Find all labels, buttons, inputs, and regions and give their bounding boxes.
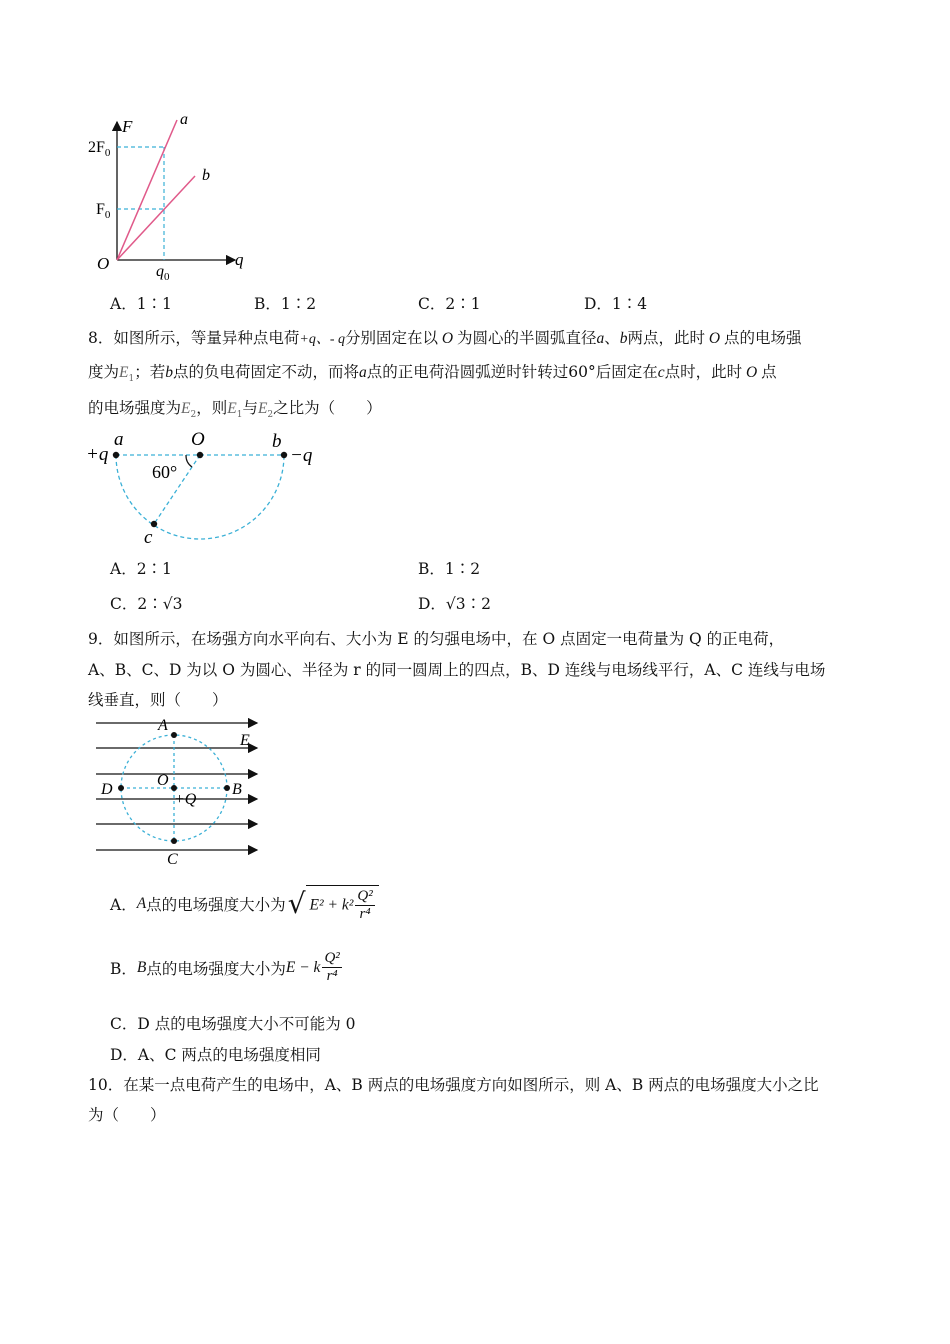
q9-option-c[interactable]: C．D 点的电场强度大小不可能为 0 (110, 1015, 356, 1033)
q9-stem-line1: 9．如图所示，在场强方向水平向右、大小为 E 的匀强电场中，在 O 点固定一电荷量为 Q 的正电荷， (88, 630, 785, 648)
q7-option-c[interactable]: C．2∶1 (418, 295, 481, 313)
q8-point-b (281, 452, 287, 458)
q7-line-b (117, 176, 195, 260)
q9-label-b: B (232, 781, 242, 798)
q9-label-o: O (157, 772, 169, 789)
q10-stem-line2: 为（ ） (88, 1106, 166, 1124)
q9-label-c: C (167, 851, 178, 868)
q8-semicircle-figure (82, 425, 332, 550)
q9-option-b[interactable]: B． B 点的电场强度大小为 E − k $\frac{\text{Q²}}{\text{r⁴}}$ (110, 950, 340, 984)
q7-origin-label: O (97, 254, 110, 273)
q8-label-plus-q: +q (86, 444, 109, 465)
q7-y-axis-label: F (122, 117, 133, 136)
q8-stem-line2: 度为$E_1$；若b点的负电荷固定不动，而将a点的正电荷沿圆弧逆时针转过60°后固定在c点时，此时 O 点 (88, 363, 777, 385)
q9-label-e: E (240, 732, 250, 749)
q9-stem-line3: 线垂直，则（ ） (88, 691, 228, 709)
q8-label-o: O (191, 429, 205, 450)
q9-label-a: A (158, 717, 168, 734)
q9-option-a-formula: E² + k² $\frac{\text{Q²}}{\text{r⁴}}$ (306, 885, 379, 923)
q8-label-b: b (272, 431, 282, 452)
q9-point-b (224, 785, 230, 791)
q9-stem-line2: A、B、C、D 为以 O 为圆心、半径为 r 的同一圆周上的四点，B、D 连线与电场线平行，A、C 连线与电场 (88, 661, 826, 679)
q9-option-d[interactable]: D．A、C 两点的电场强度相同 (110, 1046, 321, 1064)
q7-force-charge-graph (80, 110, 270, 285)
q8-option-b[interactable]: B．1∶2 (418, 560, 481, 578)
q9-point-a (171, 732, 177, 738)
q7-tick-q0: $q_0$ (156, 263, 170, 283)
q8-option-d[interactable]: D．√3∶2 (418, 595, 492, 613)
q8-label-a: a (114, 429, 124, 450)
q8-point-a (113, 452, 119, 458)
q8-label-minus-q: −q (290, 445, 313, 466)
q8-label-c: c (144, 527, 153, 548)
q7-line-a (117, 120, 177, 260)
q9-option-b-formula: E − k (285, 958, 321, 976)
q8-option-c[interactable]: C．2∶√3 (110, 595, 183, 613)
q8-point-o (197, 452, 203, 458)
q7-tick-f0: $F_0$ (96, 201, 111, 221)
q7-line-a-label: a (180, 111, 188, 128)
q10-stem-line1: 10．在某一点电荷产生的电场中，A、B 两点的电场强度方向如图所示，则 A、B 两点的电场强度大小之比 (88, 1076, 819, 1094)
q8-angle-arc (186, 455, 192, 467)
q9-field-figure (90, 712, 270, 872)
q8-semicircle-arc (116, 455, 284, 539)
q8-option-a[interactable]: A．2∶1 (110, 560, 172, 578)
q7-option-b[interactable]: B．1∶2 (254, 295, 317, 313)
q9-point-d (118, 785, 124, 791)
q7-option-d[interactable]: D．1∶4 (584, 295, 648, 313)
q9-option-a[interactable]: A． A 点的电场强度大小为 √ E² + k² $\frac{\text{Q²}}{\text{r⁴}}$ (110, 884, 379, 924)
q8-stem-line1: 8．如图所示，等量异种点电荷+q、- q分别固定在以 O 为圆心的半圆弧直径a、b两点，此时 O 点的电场强 (88, 329, 802, 347)
q7-option-a[interactable]: A．1∶1 (110, 295, 172, 313)
q9-label-plus-q: +Q (174, 791, 197, 808)
q7-tick-2f0: $2F_0$ (88, 139, 111, 159)
q9-label-d: D (101, 781, 113, 798)
q8-label-angle: 60° (152, 462, 178, 482)
q7-x-axis-label: q (235, 250, 244, 269)
q9-point-c (171, 838, 177, 844)
q7-line-b-label: b (202, 167, 210, 184)
q8-stem-line3: 的电场强度为$E_2$，则$E_1$与$E_2$之比为（ ） (88, 399, 382, 421)
